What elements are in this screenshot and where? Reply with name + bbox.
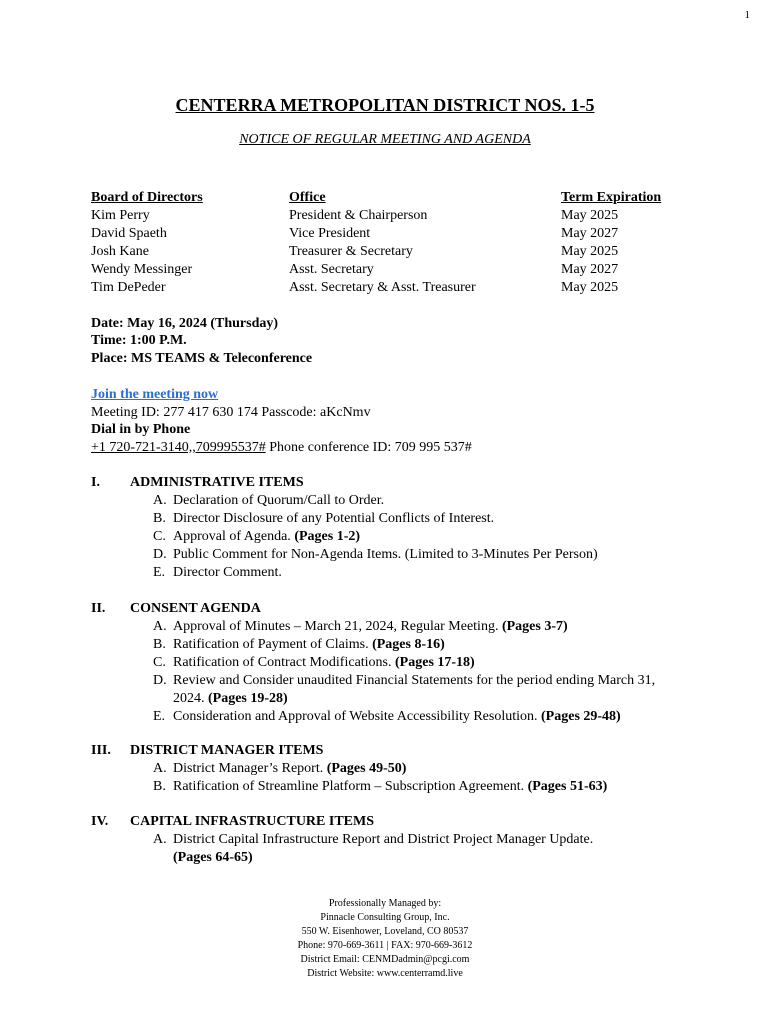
agenda-item: A. Declaration of Quorum/Call to Order.	[153, 493, 385, 508]
board-term: May 2025	[561, 208, 619, 223]
board-office: Asst. Secretary & Asst. Treasurer	[289, 280, 476, 295]
board-name: Tim DePeder	[91, 280, 166, 295]
section-numeral: IV.	[91, 814, 109, 829]
board-term: May 2027	[561, 262, 619, 277]
agenda-item: A. District Manager’s Report. (Pages 49-50)	[153, 761, 407, 776]
agenda-item: E. Consideration and Approval of Website Accessibility Resolution. (Pages 29-48)	[153, 709, 621, 724]
board-term: May 2025	[561, 244, 619, 259]
board-office: President & Chairperson	[289, 208, 428, 223]
footer-line: District Email: CENMDadmin@pcgi.com	[300, 954, 470, 965]
document-subtitle: NOTICE OF REGULAR MEETING AND AGENDA	[239, 132, 531, 147]
footer-line: District Website: www.centerramd.live	[307, 968, 463, 979]
footer-line: 550 W. Eisenhower, Loveland, CO 80537	[301, 926, 469, 937]
agenda-item: D. Public Comment for Non-Agenda Items. (Limited to 3-Minutes Per Person)	[153, 547, 598, 562]
board-term: May 2027	[561, 226, 619, 241]
agenda-item: C. Ratification of Contract Modifications. (Pages 17-18)	[153, 655, 475, 670]
board-office: Asst. Secretary	[289, 262, 374, 277]
document-title: CENTERRA METROPOLITAN DISTRICT NOS. 1-5	[175, 95, 595, 115]
phone-link[interactable]: +1 720-721-3140,,709995537#	[91, 440, 266, 455]
meeting-date: Date: May 16, 2024 (Thursday)	[91, 316, 279, 331]
agenda-item: B. Ratification of Payment of Claims. (Pages 8-16)	[153, 637, 445, 652]
agenda-item: B. Ratification of Streamline Platform – Subscription Agreement. (Pages 51-63)	[153, 779, 608, 794]
board-header-directors: Board of Directors	[91, 190, 203, 205]
agenda-item: B. Director Disclosure of any Potential Conflicts of Interest.	[153, 511, 495, 526]
board-term: May 2025	[561, 280, 619, 295]
section-numeral: I.	[91, 475, 100, 490]
meeting-place: Place: MS TEAMS & Teleconference	[91, 351, 313, 366]
board-office: Vice President	[289, 226, 371, 241]
section-title: CONSENT AGENDA	[130, 601, 261, 616]
agenda-item-continued: 2024. (Pages 19-28)	[173, 691, 288, 706]
agenda-item: A. Approval of Minutes – March 21, 2024, Regular Meeting. (Pages 3-7)	[153, 619, 568, 634]
board-name: Kim Perry	[91, 208, 150, 223]
phone-conference-id: Phone conference ID: 709 995 537#	[265, 440, 472, 455]
footer-line: Professionally Managed by:	[328, 898, 442, 909]
footer-line: Pinnacle Consulting Group, Inc.	[320, 912, 450, 923]
board-office: Treasurer & Secretary	[289, 244, 413, 259]
agenda-item: E. Director Comment.	[153, 565, 282, 580]
section-title: ADMINISTRATIVE ITEMS	[130, 475, 304, 490]
dial-label: Dial in by Phone	[91, 422, 191, 437]
agenda-item-pages: (Pages 64-65)	[173, 850, 253, 865]
board-name: Wendy Messinger	[91, 262, 193, 277]
section-title: DISTRICT MANAGER ITEMS	[130, 743, 324, 758]
section-title: CAPITAL INFRASTRUCTURE ITEMS	[130, 814, 375, 829]
board-name: Josh Kane	[91, 244, 149, 259]
agenda-item: A. District Capital Infrastructure Report and District Project Manager Update.	[153, 832, 594, 847]
page-number: 1	[744, 9, 750, 21]
board-header-term: Term Expiration	[561, 190, 662, 205]
board-header-office: Office	[289, 190, 326, 205]
section-numeral: III.	[91, 743, 111, 758]
agenda-item: D. Review and Consider unaudited Financial Statements for the period ending March 31,	[153, 673, 656, 688]
phone-line	[91, 439, 472, 457]
board-name: David Spaeth	[91, 226, 167, 241]
section-numeral: II.	[91, 601, 106, 616]
join-meeting-link[interactable]: Join the meeting now	[91, 387, 219, 402]
footer-line: Phone: 970-669-3611 | FAX: 970-669-3612	[297, 940, 473, 951]
meeting-id: Meeting ID: 277 417 630 174 Passcode: aKcNmv	[91, 405, 371, 420]
meeting-time: Time: 1:00 P.M.	[91, 333, 187, 348]
agenda-item: C. Approval of Agenda. (Pages 1-2)	[153, 529, 361, 544]
